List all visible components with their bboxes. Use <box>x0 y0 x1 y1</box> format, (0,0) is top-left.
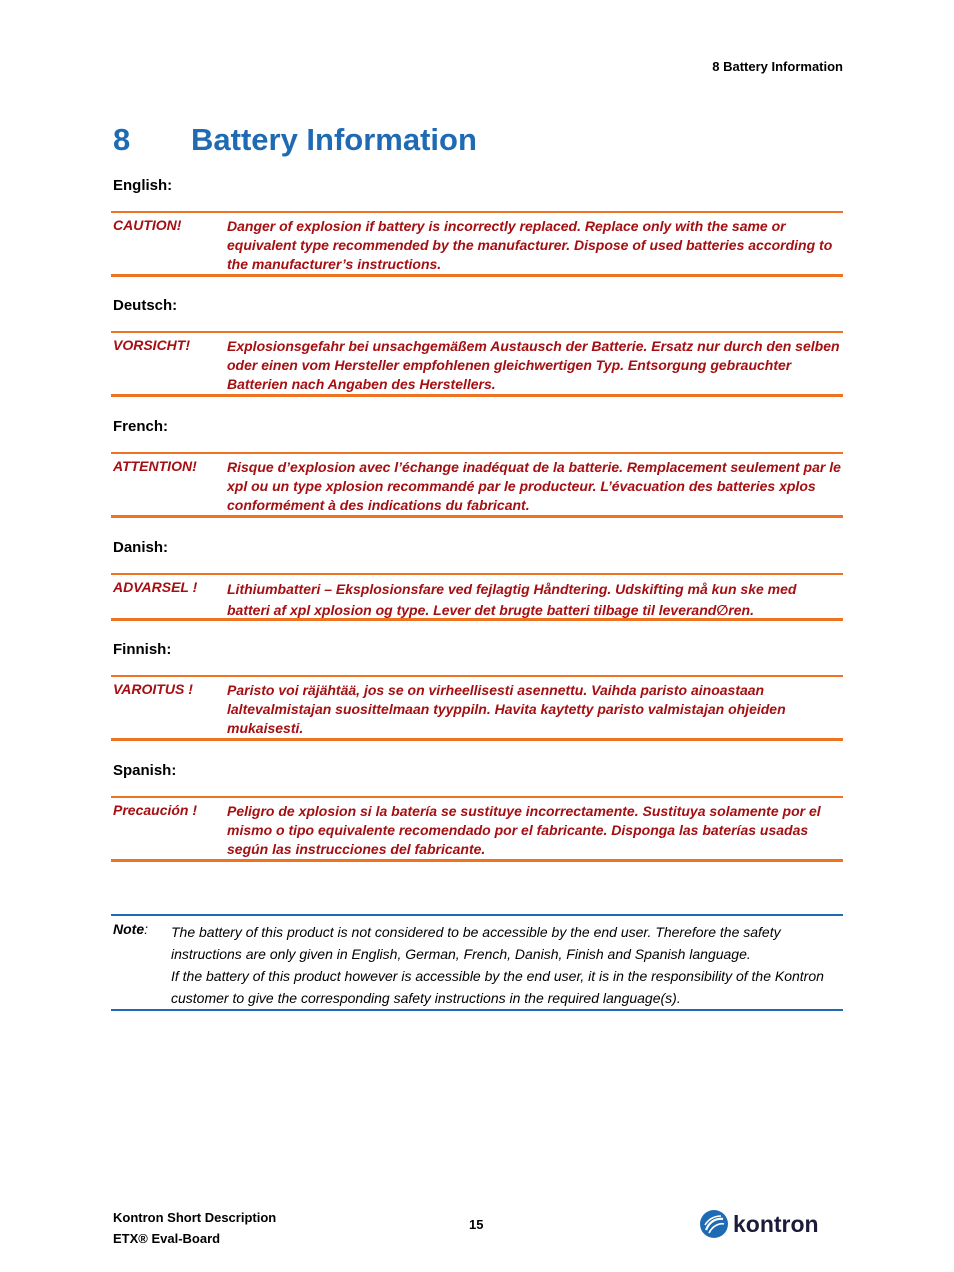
caution-box-spanish <box>111 796 843 862</box>
warning-label: CAUTION! <box>113 217 182 233</box>
footer-document-info <box>113 1207 276 1249</box>
kontron-logo-icon <box>700 1210 728 1238</box>
language-heading-french: French: <box>113 418 169 435</box>
note-line-1: The battery of this product is not considered to be accessible by the end user. Therefore the safety instructions are only given in English, German, French, Danish, Finish and Spanish language. <box>171 924 781 962</box>
warning-label: VAROITUS ! <box>113 681 193 697</box>
language-heading-danish: Danish: <box>113 539 169 556</box>
warning-text: Lithiumbatteri – Eksplosionsfare ved fejlagtig Håndtering. Udskifting må kun ske med batteri af xpl xplosion og type. Lever det brugte batteri tilbage til leverand∅ren. <box>227 581 797 618</box>
caution-box-danish <box>111 573 843 621</box>
warning-label: ATTENTION! <box>113 458 197 474</box>
warning-text: Explosionsgefahr bei unsachgemäßem Austausch der Batterie. Ersatz nur durch den selben oder einen vom Hersteller empfohlenen gleichwertigen Typ. Entsorgung gebrauchter Batterien nach Angaben des Herstellers. <box>227 338 840 392</box>
warning-text: Peligro de xplosion si la batería se sustituye incorrectamente. Sustituya solamente por el mismo o tipo equivalente recomendado por el fabricante. Disponga las baterías usadas según las instrucciones del fabricante. <box>227 803 821 857</box>
chapter-title-text: Battery Information <box>191 122 477 157</box>
note-label: Note: <box>113 921 149 937</box>
caution-box-english <box>111 211 843 277</box>
warning-text: Risque d’explosion avec l’échange inadéquat de la batterie. Remplacement seulement par le xpl ou un type xplosion recommandé par le producteur. L’évacuation des batteries xplos conformément à des indications du fabricant. <box>227 459 841 513</box>
note-box <box>111 914 843 1011</box>
warning-label: ADVARSEL ! <box>113 579 198 595</box>
language-heading-english: English: <box>113 177 173 194</box>
caution-box-deutsch <box>111 331 843 397</box>
note-line-2: If the battery of this product however is accessible by the end user, it is in the responsibility of the Kontron customer to give the corresponding safety instructions in the required language(s). <box>171 968 824 1006</box>
language-heading-deutsch: Deutsch: <box>113 297 178 314</box>
warning-text: Danger of explosion if battery is incorrectly replaced. Replace only with the same or equivalent type recommended by the manufacturer. Dispose of used batteries according to the manufacturer’s instructions. <box>227 218 833 272</box>
language-heading-spanish: Spanish: <box>113 762 177 779</box>
warning-label: Precaución ! <box>113 802 198 818</box>
page-number: 15 <box>469 1217 484 1232</box>
note-text <box>171 921 843 1009</box>
warning-text: Paristo voi räjähtää, jos se on virheellisesti asennettu. Vaihda paristo ainoastaan laltevalmistajan suosittelmaan tyyppiln. Havita kaytetty paristo valmistajan ohjeiden mukaisesti. <box>227 682 786 736</box>
footer-doc-title: Kontron Short Description <box>113 1210 277 1225</box>
language-heading-finnish: Finnish: <box>113 641 172 658</box>
footer-product: ETX® Eval-Board <box>113 1231 221 1246</box>
chapter-number: 8 <box>113 122 131 157</box>
warning-label: VORSICHT! <box>113 337 190 353</box>
caution-box-finnish <box>111 675 843 741</box>
chapter-title <box>113 122 477 158</box>
running-header: 8 Battery Information <box>712 59 843 74</box>
kontron-logo <box>700 1208 844 1242</box>
caution-box-french <box>111 452 843 518</box>
kontron-logo-text: kontron <box>733 1211 819 1237</box>
